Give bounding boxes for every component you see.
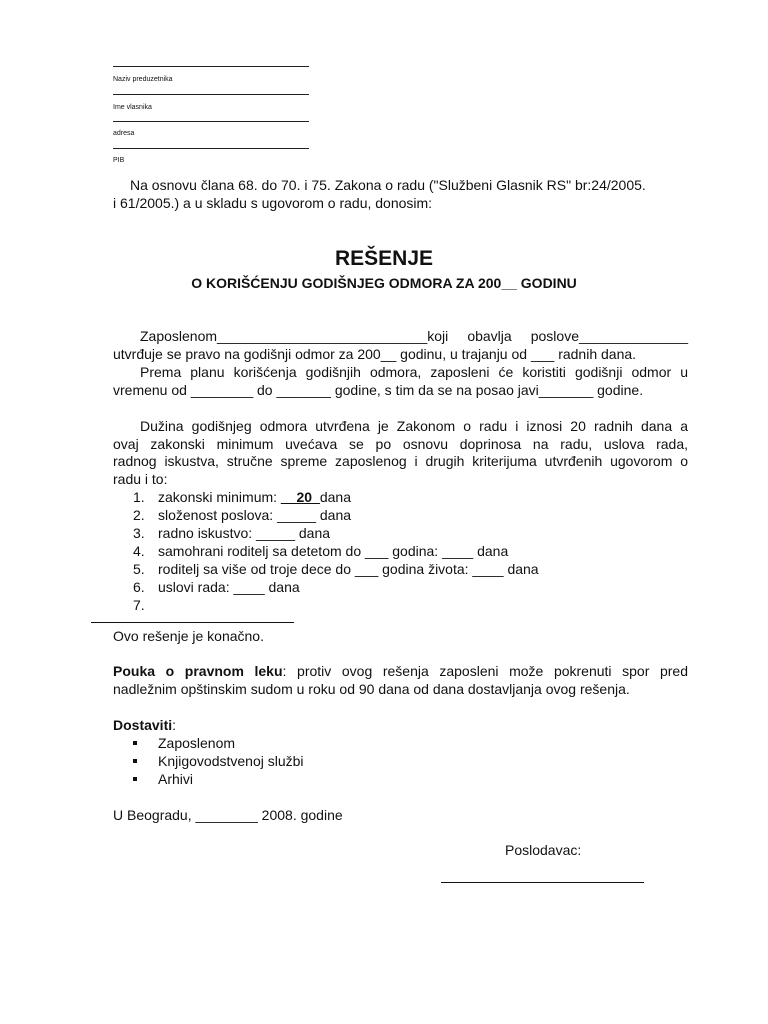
- company-name-label: Naziv preduzetnika: [113, 76, 173, 83]
- list-item-number: 6.: [133, 579, 145, 595]
- document-subtitle: [0, 274, 768, 292]
- delivery-list: [113, 734, 304, 788]
- entitlement-line: utvrđuje se pravo na godišnji odmor za 200__ godinu, u trajanju od ___ radnih dana.: [113, 346, 637, 362]
- employee-line: Zaposlenom___________________________koji obavlja poslove______________: [140, 328, 688, 344]
- list-item-text: samohrani roditelj sa detetom do ___ godina: ____ dana: [158, 543, 509, 559]
- delivery-heading: [113, 716, 688, 734]
- legal-remedy-line-1: [113, 662, 688, 680]
- list-item-text: uslovi rada: ____ dana: [158, 579, 300, 595]
- list-item-text: zakonski minimum:: [158, 489, 281, 505]
- intro-line-2: i 61/2005.) a u skladu s ugovorom o radu, donosim:: [113, 195, 433, 211]
- delivery-colon: :: [172, 717, 177, 733]
- duration-line-3: radnog iskustva, stručne spreme zaposlenog i drugih kriterijuma utvrđenih ugovorom o: [113, 453, 688, 469]
- delivery-label: Dostaviti: [113, 717, 173, 733]
- signature-line: [441, 882, 644, 883]
- separator-line: [91, 622, 294, 623]
- list-item: [113, 506, 539, 524]
- bullet-icon: [133, 741, 137, 745]
- address-line: [113, 121, 309, 122]
- list-item-text: Knjigovodstvenoj službi: [158, 753, 304, 769]
- list-item-number: 2.: [133, 507, 145, 523]
- owner-name-label: Ime vlasnika: [113, 104, 152, 111]
- company-name-line: [113, 66, 309, 67]
- legal-remedy-line-2: nadležnim opštinskim sudom u roku od 90 dana od dana dostavljanja ovog rešenja.: [113, 681, 630, 697]
- document-title: REŠENJE: [334, 247, 434, 270]
- place-date: U Beogradu, ________ 2008. godine: [113, 807, 343, 823]
- pib-line: [113, 148, 309, 149]
- list-item: [113, 770, 304, 788]
- employer-label: Poslodavac:: [505, 842, 582, 858]
- list-item: [113, 542, 539, 560]
- address-label: adresa: [113, 130, 135, 137]
- owner-name-line: [113, 94, 309, 95]
- list-item-number: 4.: [133, 543, 145, 559]
- list-item-number: 3.: [133, 525, 145, 541]
- criteria-list: [113, 488, 539, 614]
- list-item: [113, 596, 539, 614]
- duration-line-4: radu i to:: [113, 471, 168, 487]
- list-item: [113, 524, 539, 542]
- list-item: [113, 578, 539, 596]
- list-item: [113, 560, 539, 578]
- list-item-text: radno iskustvo: _____ dana: [158, 525, 331, 541]
- plan-line-1: Prema planu korišćenja godišnjih odmora, zaposleni će koristiti godišnji odmor u: [140, 364, 688, 380]
- bullet-icon: [133, 759, 137, 763]
- list-item-text: roditelj sa više od troje dece do ___ godina života: ____ dana: [158, 561, 539, 577]
- bullet-icon: [133, 777, 137, 781]
- intro-line-1: Na osnovu člana 68. do 70. i 75. Zakona o radu ("Službeni Glasnik RS" br:24/2005.: [130, 177, 646, 193]
- legal-remedy-label: Pouka o pravnom leku: [113, 663, 283, 679]
- subtitle-prefix: O KORIŠĆENJU GODIŠNJEG ODMORA ZA 200: [191, 275, 502, 291]
- subtitle-suffix: GODINU: [516, 275, 577, 291]
- pib-label: PIB: [113, 157, 125, 164]
- list-item-number: 5.: [133, 561, 145, 577]
- plan-line-2: vremenu od ________ do _______ godine, s tim da se na posao javi_______ godine.: [113, 382, 644, 398]
- list-item: [113, 734, 304, 752]
- duration-line-2: ovaj zakonski minimum uvećava se po osnovu doprinosa na radu, uslova rada,: [113, 436, 688, 452]
- duration-line-1: Dužina godišnjeg odmora utvrđena je Zakonom o radu i iznosi 20 radnih dana a: [140, 418, 688, 434]
- list-item-text: Arhivi: [158, 771, 194, 787]
- list-item-text: složenost poslova: _____ dana: [158, 507, 352, 523]
- statutory-minimum-value: __20_: [280, 489, 320, 505]
- list-item: [113, 752, 304, 770]
- list-item-number: 1.: [133, 489, 145, 505]
- legal-remedy-text: : protiv ovog rešenja zaposleni može pokrenuti spor pred: [282, 663, 689, 679]
- finality-statement: Ovo rešenje je konačno.: [113, 628, 264, 644]
- subtitle-year-blank: __: [501, 275, 517, 291]
- list-item-unit: dana: [319, 489, 352, 505]
- list-item-number: 7.: [133, 597, 145, 613]
- list-item-text: Zaposlenom: [158, 735, 236, 751]
- list-item: [113, 488, 539, 506]
